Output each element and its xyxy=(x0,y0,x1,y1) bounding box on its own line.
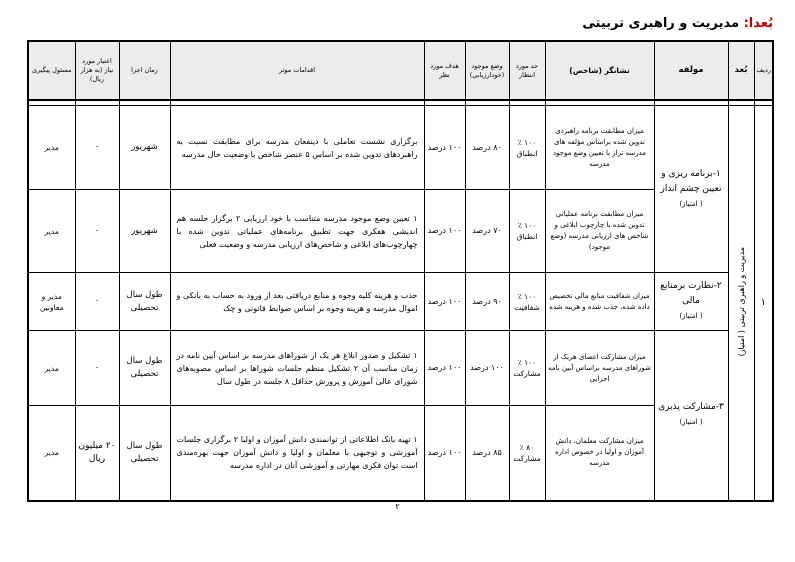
indicator-cell: میزان مشارکت معلمان، دانش آموزان و اولیا در خصوص اداره مدرسه xyxy=(545,406,654,501)
dimension-cell xyxy=(728,106,754,501)
action-cell: ۱ تشکیل و صدور ابلاغ هر یک از شوراهای مدرسه بر اساس آیین نامه در زمان مناسب آن ۲ تشکیل منظم جلسات شوراها بر اساس مصوبه‌های شورای عالی آموزش و پرورش حداقل ۸ جلسه در طول سال xyxy=(170,331,424,406)
component-participation xyxy=(654,331,728,501)
table-row xyxy=(28,106,773,190)
expected-cell: ۱۰۰ ٪ مشارکت xyxy=(509,331,545,406)
header-etebar: اعتبار مورد نیاز (به هزار ریال) xyxy=(75,41,119,100)
plan-table xyxy=(27,40,774,502)
time-cell: طول سال تحصیلی xyxy=(119,273,170,331)
responsible-cell: مدیر xyxy=(28,406,75,501)
title-prefix: بُعدا: xyxy=(743,16,773,31)
component-score: ( امتیاز) xyxy=(679,312,703,320)
current-cell: ۸۵ درصد xyxy=(465,406,509,501)
page-title xyxy=(373,16,773,31)
expected-cell: ۸۰ ٪ مشارکت xyxy=(509,406,545,501)
time-cell: شهریور xyxy=(119,106,170,190)
current-cell: ۹۰ درصد xyxy=(465,273,509,331)
expected-cell: ۱۰۰ ٪ شفافیت xyxy=(509,273,545,331)
current-cell: ۱۰۰ درصد xyxy=(465,331,509,406)
target-cell: ۱۰۰ درصد xyxy=(424,190,465,273)
target-cell: ۱۰۰ درصد xyxy=(424,273,465,331)
row-number: ۱ xyxy=(754,106,773,501)
dimension-label: مدیریت و راهبری تربیتی ( امتیاز) xyxy=(736,247,746,357)
component-score: ( امتیاز) xyxy=(679,199,703,208)
responsible-cell: مدیر xyxy=(28,331,75,406)
responsible-cell: مدیر و معاونین xyxy=(28,273,75,331)
component-planning xyxy=(654,106,728,273)
time-cell: شهریور xyxy=(119,190,170,273)
responsible-cell: مدیر xyxy=(28,106,75,190)
component-title: ۲-نظارت برمنابع مالی xyxy=(660,281,722,306)
action-cell: ۱ تهیه بانک اطلاعاتی از توانمندی دانش آموزان و اولیا ۲ برگزاری جلسات آموزشی و توجیهی با معلمان و اولیا و دانش آموزان جهت بهره‌مندی است توان فکری مهارتی و آموزشی آنان در اداره مدرسه xyxy=(170,406,424,501)
table-row xyxy=(28,273,773,331)
header-hadaf: هدف مورد نظر xyxy=(424,41,465,100)
current-cell: ۸۰ درصد xyxy=(465,106,509,190)
header-bod: بُعد xyxy=(728,41,754,100)
header-radif: ردیف xyxy=(754,41,773,100)
component-title: ۱-برنامه ریزی و تعیین چشم انداز xyxy=(660,168,722,194)
action-cell: جذب و هزینه کلیه وجوه و منابع دریافتی بعد از ورود به حساب به بانکی و اموال مدرسه و هزینه وجوه بر اساس ضوابط قانونی و چک xyxy=(170,273,424,331)
expected-cell: ۱۰۰ ٪ انطباق xyxy=(509,190,545,273)
header-moalefe: مولفه xyxy=(654,41,728,100)
time-cell: طول سال تحصیلی xyxy=(119,406,170,501)
header-row xyxy=(28,41,773,100)
expected-cell: ۱۰۰ ٪ انطباق xyxy=(509,106,545,190)
time-cell: طول سال تحصیلی xyxy=(119,331,170,406)
component-score: ( امتیاز) xyxy=(679,418,703,427)
credit-cell: ۰ xyxy=(75,273,119,331)
header-zaman: زمان اجرا xyxy=(119,41,170,100)
component-title: ۳-مشارکت پذیری xyxy=(658,402,724,413)
credit-cell: ۲۰ میلیون ریال xyxy=(75,406,119,501)
title-text: مدیریت و راهبری تربیتی xyxy=(582,16,744,31)
target-cell: ۱۰۰ درصد xyxy=(424,406,465,501)
header-vazeiat: وضع موجود (خودارزیابی) xyxy=(465,41,509,100)
header-hadd: حد مورد انتظار xyxy=(509,41,545,100)
credit-cell: ۰ xyxy=(75,331,119,406)
credit-cell: ۰ xyxy=(75,106,119,190)
current-cell: ۷۰ درصد xyxy=(465,190,509,273)
indicator-cell: میزان مشارکت اعضای هریک از شوراهای مدرسه براساس آیین نامه اجرایی xyxy=(545,331,654,406)
component-finance xyxy=(654,273,728,331)
header-eqdamat: اقدامات موثر xyxy=(170,41,424,100)
target-cell: ۱۰۰ درصد xyxy=(424,106,465,190)
indicator-cell: میزان مطابقت برنامه راهبردی تدوین شده براساس مؤلفه های مدرسه تراز با تعیین وضع موجود مدرسه xyxy=(545,106,654,190)
action-cell: ۱ تعیین وضع موجود مدرسه متناسب با خود ارزیابی ۲ برگزار جلسه هم اندیشی هفکری جهت تطبیق برنامه‌های عملیاتی تدوین شده با چهارچوب‌های ابلاغی و شاخص‌های ارزیابی مدرسه و وضعیت فعلی xyxy=(170,190,424,273)
header-masool: مسئول پیگیری xyxy=(28,41,75,100)
action-cell: برگزاری نشست تعاملی با ذینفعان مدرسه برای مطابقت نسبت به راهبردهای تدوین شده بر اساس ۵ عنصر شاخص با وضعیت حال مدرسه xyxy=(170,106,424,190)
header-shakhes: نشانگر (شاخص) xyxy=(545,41,654,100)
indicator-cell: میزان مطابقت برنامه عملیاتی تدوین شده با چارچوب ابلاغی و شاخص های ارزیابی مدرسه (وضع موجود) xyxy=(545,190,654,273)
page-number: ۲ xyxy=(395,502,400,511)
credit-cell: ۰ xyxy=(75,190,119,273)
responsible-cell: مدیر xyxy=(28,190,75,273)
table-row xyxy=(28,331,773,406)
indicator-cell: میزان شفافیت منابع مالی تخصیص داده شده، جذب شده و هزینه شده xyxy=(545,273,654,331)
target-cell: ۱۰۰ درصد xyxy=(424,331,465,406)
